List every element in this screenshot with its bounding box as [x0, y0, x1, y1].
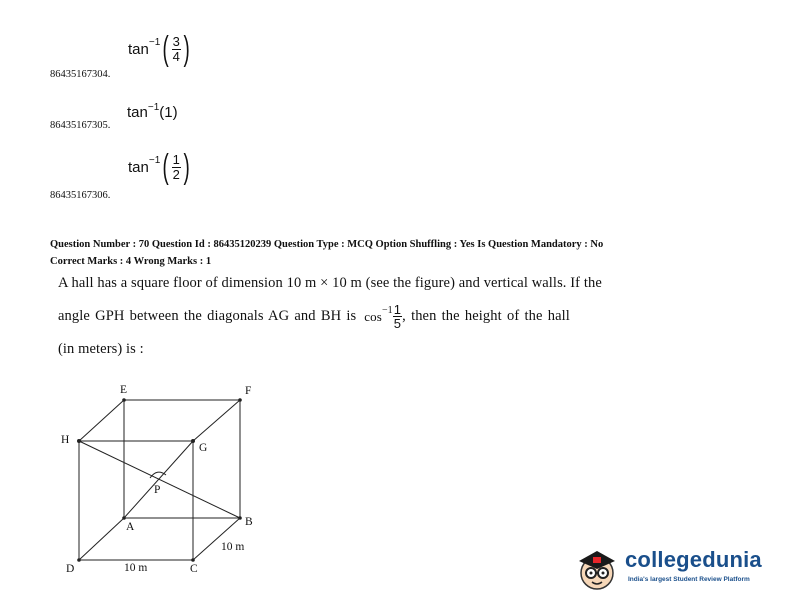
- option-3-id: 86435167306.: [50, 190, 111, 201]
- option-1-id: 86435167304.: [50, 69, 111, 80]
- option-2-func: tan: [127, 104, 148, 121]
- edge-GF: [193, 400, 240, 441]
- mascot-icon: [573, 545, 621, 593]
- option-3-func: tan: [128, 158, 149, 176]
- option-3-exp: −1: [148, 154, 161, 166]
- option-3-num: 1: [172, 151, 180, 167]
- option-2-arg: (1): [159, 104, 178, 121]
- option-1-paren-right: ): [183, 30, 190, 68]
- option-3-den: 2: [172, 166, 180, 182]
- option-1-den: 4: [172, 48, 180, 64]
- cos-func: cos: [364, 308, 382, 324]
- label-B: B: [245, 516, 253, 528]
- angle-arc-GPH: [150, 472, 166, 478]
- edge-CB: [193, 518, 240, 560]
- option-3-paren-right: ): [183, 148, 190, 186]
- label-P: P: [154, 484, 161, 496]
- question-line1: A hall has a square floor of dimension 10 m × 10 m (see the figure) and vertical walls. If the: [58, 275, 602, 291]
- vertex-F-dot: [238, 398, 242, 402]
- question-meta-line2: Correct Marks : 4 Wrong Marks : 1: [50, 256, 212, 267]
- brand-tagline: India's largest Student Review Platform: [628, 576, 750, 583]
- label-A: A: [126, 521, 135, 533]
- label-H: H: [61, 434, 70, 446]
- question-meta-line1: Question Number : 70 Question Id : 86435120239 Question Type : MCQ Option Shuffling : Yes Is Question Mandatory : No: [50, 239, 604, 250]
- option-2-id: 86435167305.: [50, 120, 111, 131]
- label-F: F: [245, 385, 252, 397]
- option-1-num: 3: [172, 33, 180, 49]
- option-2-exp: −1: [147, 102, 160, 113]
- edge-DA: [79, 518, 124, 560]
- question-line2-post: , then the height of the hall: [402, 308, 570, 324]
- label-D: D: [66, 563, 75, 575]
- question-line3: (in meters) is :: [58, 341, 144, 357]
- label-C: C: [190, 563, 198, 575]
- label-G: G: [199, 442, 208, 454]
- option-1-func: tan: [128, 40, 149, 58]
- question-line2-pre: angle GPH between the diagonals AG and BH is: [58, 308, 357, 324]
- label-E: E: [120, 384, 128, 396]
- option-1-exp: −1: [148, 36, 161, 48]
- vertex-C-dot: [191, 558, 195, 562]
- brand-name: collegedunia: [625, 547, 762, 572]
- vertex-D-dot: [77, 558, 81, 562]
- edge-HE: [79, 400, 124, 441]
- option-3-paren-left: (: [162, 148, 170, 186]
- option-1-paren-left: (: [162, 30, 170, 68]
- vertex-G-dot: [191, 439, 195, 443]
- vertex-A-dot: [122, 516, 126, 520]
- cos-num: 1: [393, 302, 402, 317]
- vertex-B-dot: [238, 516, 242, 520]
- cos-den: 5: [393, 316, 402, 331]
- cos-exp: −1: [381, 305, 393, 316]
- diagonal-HB: [79, 441, 240, 518]
- vertex-H-dot: [77, 439, 81, 443]
- vertex-E-dot: [122, 398, 126, 402]
- brand-logo: [573, 545, 783, 595]
- dimension-right: 10 m: [221, 541, 245, 553]
- dimension-bottom: 10 m: [124, 562, 148, 574]
